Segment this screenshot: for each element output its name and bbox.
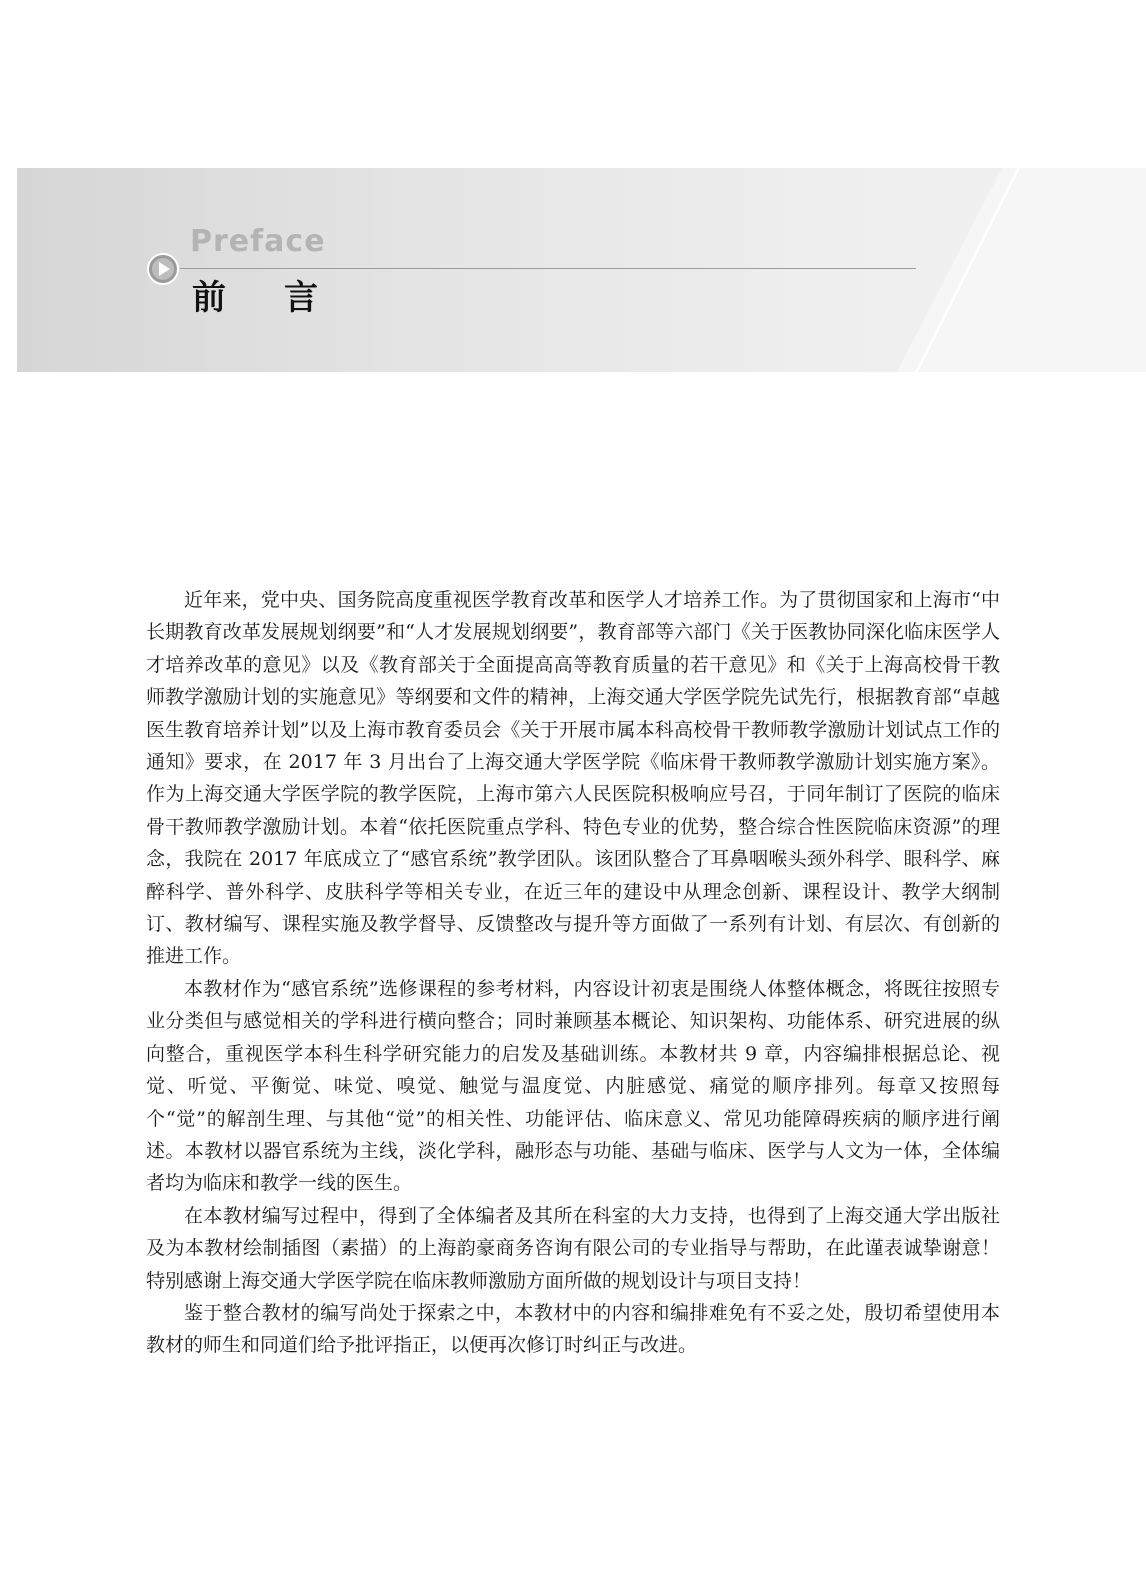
header-banner [17,168,1146,372]
banner-stripe-decoration [17,168,1146,372]
preface-english-title: Preface [190,224,326,259]
header-divider [180,268,916,269]
paragraph: 鉴于整合教材的编写尚处于探索之中，本教材中的内容和编排难免有不妥之处，殷切希望使用本教材的师生和同道们给予批评指正，以便再次修订时纠正与改进。 [146,1301,1000,1357]
paragraph: 本教材作为“感官系统”选修课程的参考材料，内容设计初衷是围绕人体整体概念，将既往按照专业分类但与感觉相关的学科进行横向整合；同时兼顾基本概论、知识架构、功能体系、研究进展的纵向整合，重视医学本科生科学研究能力的启发及基础训练。本教材共 9 章，内容编排根据总论、视觉、听觉、平衡觉、味觉、嗅觉、触觉与温度觉、内脏感觉、痛觉的顺序排列。每章又按照每个“觉”的解剖生理、与其他“觉”的相关性、功能评估、临床意义、常见功能障碍疾病的顺序进行阐述。本教材以器官系统为主线，淡化学科，融形态与功能、基础与临床、医学与人文为一体，全体编者均为临床和教学一线的医生。 [146,977,1000,1195]
preface-body [146,584,1000,1362]
play-circle-icon [146,252,180,286]
page-title: 前言 [192,278,376,318]
paragraph: 近年来，党中央、国务院高度重视医学教育改革和医学人才培养工作。为了贯彻国家和上海市“中长期教育改革发展规划纲要”和“人才发展规划纲要”，教育部等六部门《关于医教协同深化临床医学人才培养改革的意见》以及《教育部关于全面提高高等教育质量的若干意见》和《关于上海高校骨干教师教学激励计划的实施意见》等纲要和文件的精神，上海交通大学医学院先试先行，根据教育部“卓越医生教育培养计划”以及上海市教育委员会《关于开展市属本科高校骨干教师教学激励计划试点工作的通知》要求，在 2017 年 3 月出台了上海交通大学医学院《临床骨干教师教学激励计划实施方案》。作为上海交通大学医学院的教学医院，上海市第六人民医院积极响应号召，于同年制订了医院的临床骨干教师教学激励计划。本着“依托医院重点学科、特色专业的优势，整合综合性医院临床资源”的理念，我院在 2017 年底成立了“感官系统”教学团队。该团队整合了耳鼻咽喉头颈外科学、眼科学、麻醉科学、普外科学、皮肤科学等相关专业，在近三年的建设中从理念创新、课程设计、教学大纲制订、教材编写、课程实施及教学督导、反馈整改与提升等方面做了一系列有计划、有层次、有创新的推进工作。 [146,589,1000,968]
paragraph: 在本教材编写过程中，得到了全体编者及其所在科室的大力支持，也得到了上海交通大学出版社及为本教材绘制插图（素描）的上海韵豪商务咨询有限公司的专业指导与帮助，在此谨表诚挚谢意！特别感谢上海交通大学医学院在临床教师激励方面所做的规划设计与项目支持！ [146,1204,1000,1292]
